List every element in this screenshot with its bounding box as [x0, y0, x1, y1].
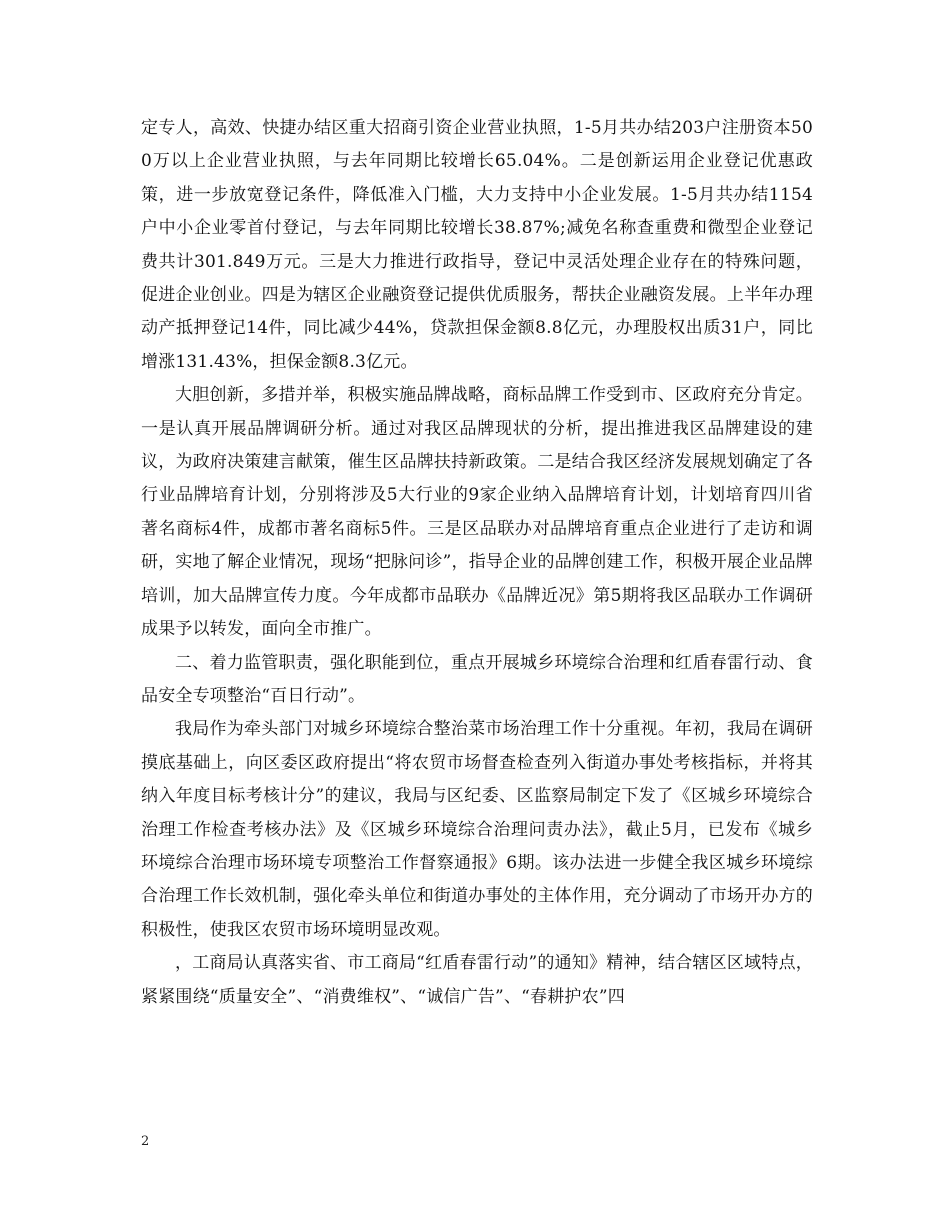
page-number: 2	[141, 1134, 150, 1149]
paragraph-environment-governance: 我局作为牵头部门对城乡环境综合整治菜市场治理工作十分重视。年初，我局在调研摸底基础上，向区委区政府提出“将农贸市场督查检查列入街道办事处考核指标，并将其纳入年度目标考核计分”的建议，我局与区纪委、区监察局制定下发了《区城乡环境综合治理工作检查考核办法》及《区城乡环境综合治理问责办法》，截止5月，已发布《城乡环境综合治理市场环境专项整治工作督察通报》6期。该办法进一步健全我区城乡环境综合治理工作长效机制，强化牵头单位和街道办事处的主体作用，充分调动了市场开办方的积极性，使我区农贸市场环境明显改观。	[141, 719, 813, 940]
paragraph-business-registration: 定专人，高效、快捷办结区重大招商引资企业营业执照，1-5月共办结203户注册资本500万以上企业营业执照，与去年同期比较增长65.04%。二是创新运用企业登记优惠政策，进一步放宽登记条件，降低准入门槛，大力支持中小企业发展。1-5月共办结1154户中小企业零首付登记，与去年同期比较增长38.87%;减免名称查重费和微型企业登记费共计301.849万元。三是大力推进行政指导，登记中灵活处理企业存在的特殊问题，促进企业创业。四是为辖区企业融资登记提供优质服务，帮扶企业融资发展。上半年办理动产抵押登记14件，同比减少44%，贷款担保金额8.8亿元，办理股权出质31户，同比增涨131.43%，担保金额8.3亿元。	[141, 118, 813, 372]
document-body	[141, 112, 813, 1014]
paragraph-red-shield-action: ，工商局认真落实省、市工商局“红盾春雷行动”的通知》精神，结合辖区区域特点，紧紧围绕“质量安全”、“消费维权”、“诚信广告”、“春耕护农”四	[141, 953, 813, 1007]
paragraph-brand-strategy: 大胆创新，多措并举，积极实施品牌战略，商标品牌工作受到市、区政府充分肯定。一是认真开展品牌调研分析。通过对我区品牌现状的分析，提出推进我区品牌建设的建议，为政府决策建言献策，催生区品牌扶持新政策。二是结合我区经济发展规划确定了各行业品牌培育计划，分别将涉及5大行业的9家企业纳入品牌培育计划，计划培育四川省著名商标4件，成都市著名商标5件。三是区品联办对品牌培育重点企业进行了走访和调研，实地了解企业情况，现场“把脉问诊”，指导企业的品牌创建工作，积极开展企业品牌培训，加大品牌宣传力度。今年成都市品联办《品牌近况》第5期将我区品联办工作调研成果予以转发，面向全市推广。	[141, 385, 813, 640]
section-heading-supervision: 二、着力监管职责，强化职能到位，重点开展城乡环境综合治理和红盾春雷行动、食品安全专项整治“百日行动”。	[141, 652, 813, 706]
